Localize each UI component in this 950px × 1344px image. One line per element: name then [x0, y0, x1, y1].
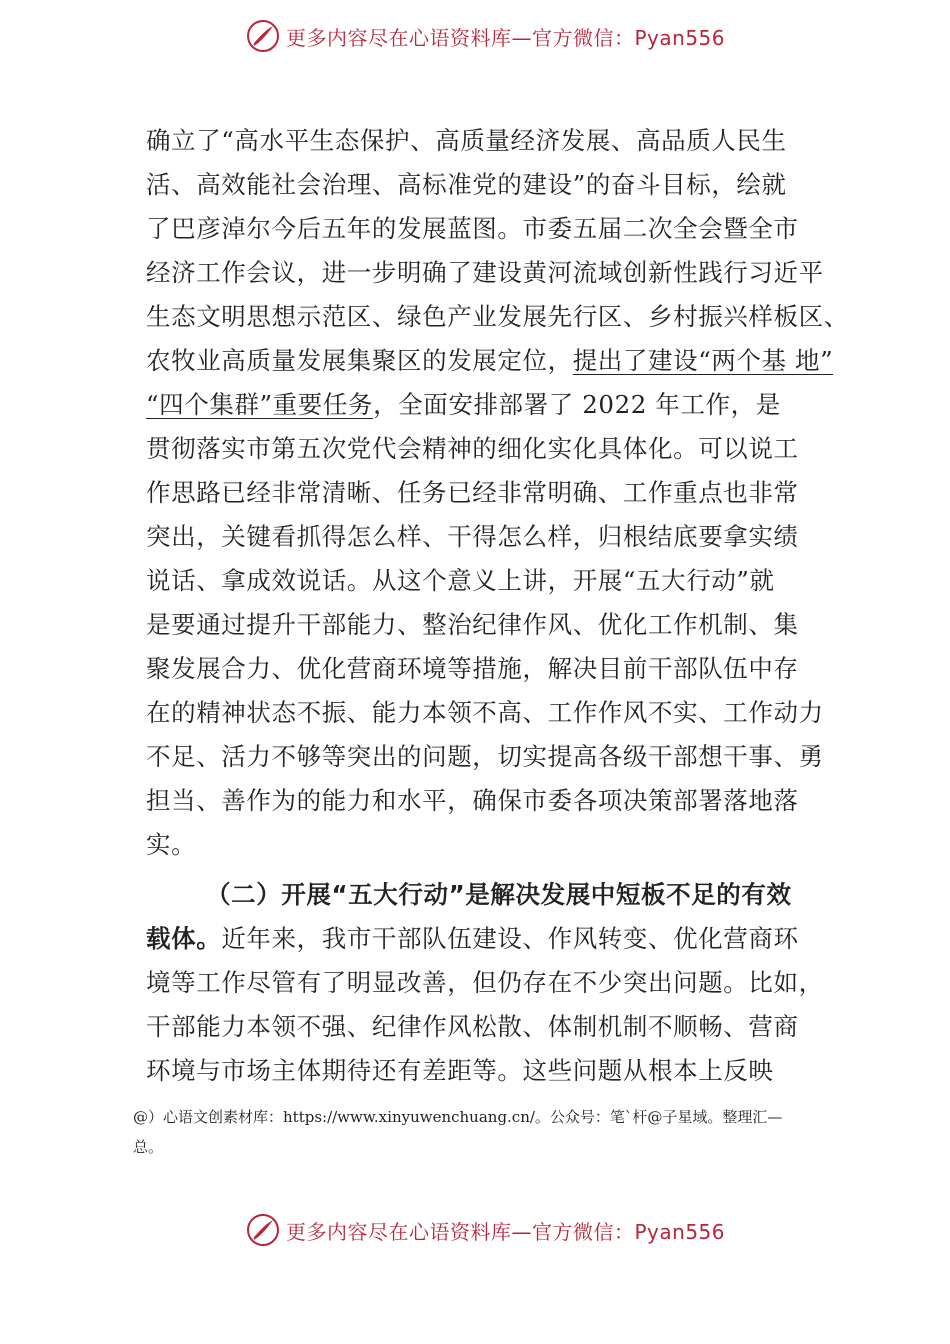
body-text: ，全面安排部署了 2022 年工作，是 — [373, 390, 781, 419]
document-body — [146, 119, 849, 1093]
body-line — [146, 917, 836, 961]
body-line: 聚发展合力、优化营商环境等措施，解决目前干部队伍中存 — [146, 654, 799, 683]
body-line: 实。 — [146, 830, 197, 859]
body-line: 是要通过提升干部能力、整治纪律作风、优化工作机制、集 — [146, 610, 799, 639]
body-line: 干部能力本领不强、纪律作风松散、体制机制不顺畅、营商 — [146, 1012, 799, 1041]
body-line: 经济工作会议，进一步明确了建设黄河流域创新性践行习近平 — [146, 258, 824, 287]
section-heading-tail: 载体。 — [146, 924, 222, 953]
body-line: 活、高效能社会治理、高标准党的建设”的奋斗目标，绘就 — [146, 170, 787, 199]
body-line: 境等工作尽管有了明显改善，但仍存在不少突出问题。比如， — [146, 968, 824, 997]
body-text: 农牧业高质量发展集聚区的发展定位， — [146, 346, 573, 375]
body-line — [146, 383, 836, 427]
footnote-line: 总。 — [133, 1138, 164, 1156]
body-line: 生态文明思想示范区、绿色产业发展先行区、乡村振兴样板区、 — [146, 302, 849, 331]
body-line: 环境与市场主体期待还有差距等。这些问题从根本上反映 — [146, 1056, 774, 1085]
underlined-text: “四个集群”重要任务 — [146, 390, 374, 419]
header-banner — [246, 16, 726, 56]
footnote-line: @）心语文创素材库：https://www.xinyuwenchuang.cn/。公众号：笔`杆@子星域。整理汇— — [133, 1108, 783, 1126]
body-line: 在的精神状态不振、能力本领不高、工作作风不实、工作动力 — [146, 698, 824, 727]
underlined-text: 提出了建设“两个基 地” — [572, 346, 834, 375]
body-line: 确立了“高水平生态保护、高质量经济发展、高品质人民生 — [146, 126, 787, 155]
body-line: 了巴彦淖尔今后五年的发展蓝图。市委五届二次全会暨全市 — [146, 214, 799, 243]
body-line: 贯彻落实市第五次党代会精神的细化实化具体化。可以说工 — [146, 434, 799, 463]
body-line: 担当、善作为的能力和水平，确保市委各项决策部署落地落 — [146, 786, 799, 815]
footer-banner — [246, 1210, 726, 1250]
footnote — [133, 1102, 853, 1162]
body-line: 不足、活力不够等突出的问题，切实提高各级干部想干事、勇 — [146, 742, 824, 771]
footer-banner-text: 更多内容尽在心语资料库—官方微信：Pyan556 — [286, 1219, 726, 1244]
section-heading: （二）开展“五大行动”是解决发展中短板不足的有效 — [206, 880, 792, 909]
quill-logo-icon — [246, 1213, 280, 1247]
body-text: 近年来，我市干部队伍建设、作风转变、优化营商环 — [221, 924, 799, 953]
body-line: 作思路已经非常清晰、任务已经非常明确、工作重点也非常 — [146, 478, 799, 507]
body-line: 说话、拿成效说话。从这个意义上讲，开展“五大行动”就 — [146, 566, 775, 595]
body-line — [146, 339, 836, 383]
body-line: 突出，关键看抓得怎么样、干得怎么样，归根结底要拿实绩 — [146, 522, 799, 551]
quill-logo-icon — [246, 19, 280, 53]
header-banner-text: 更多内容尽在心语资料库—官方微信：Pyan556 — [286, 25, 726, 50]
